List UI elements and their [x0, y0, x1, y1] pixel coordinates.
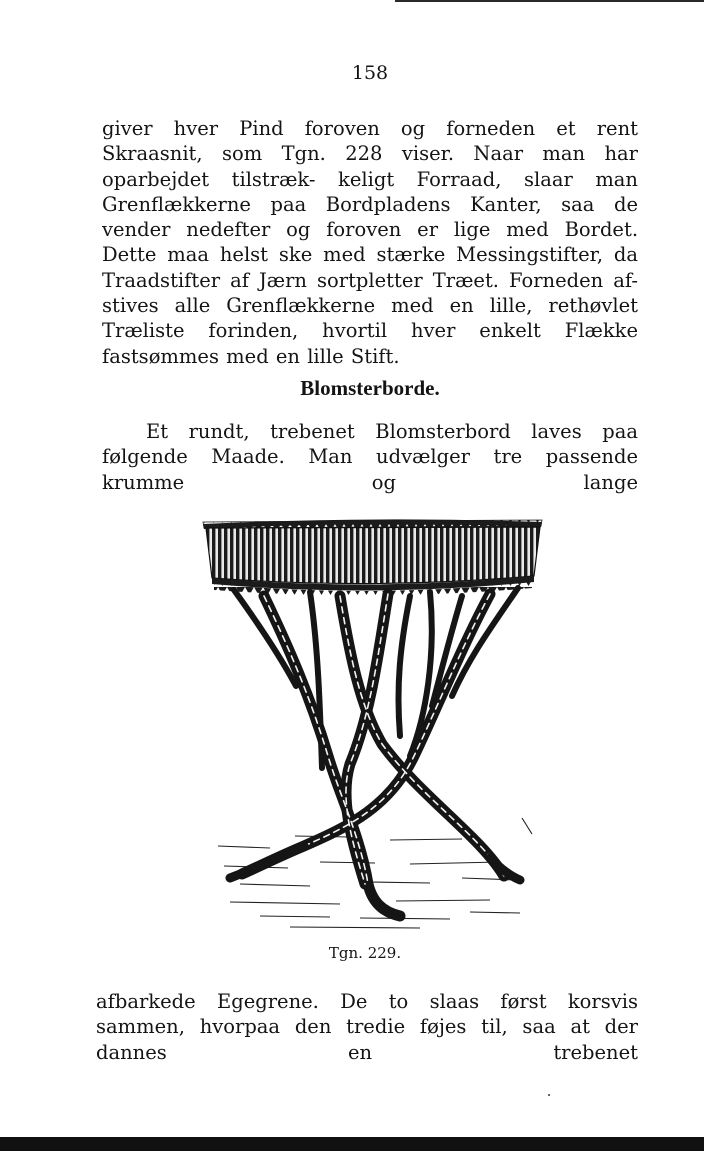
ground-hatching — [218, 818, 532, 928]
paragraph-1-line: Kanter, saa de vender nedefter og foroven er lige med — [102, 192, 638, 242]
paragraph-1-line: forinden, hvortil hver enkelt Flække fastsømmes med en — [102, 319, 638, 368]
table-top — [203, 519, 542, 595]
paragraph-1-line: Bordet. Dette maa helst ske med stærke Messingstifter, — [102, 218, 639, 267]
branch-legs — [230, 588, 520, 916]
paragraph-3-line: hvorpaa den tredie føjes til, saa at der dannes en trebenet — [96, 1015, 639, 1064]
page-number: 158 — [351, 62, 389, 84]
paragraph-3 — [96, 989, 638, 1065]
paragraph-2-line: Et rundt, trebenet Blomsterbord laves paa følgende — [102, 420, 638, 469]
paragraph-2-line: Maade. Man udvælger tre passende krumme og lange — [102, 445, 639, 494]
paragraph-1-line: keligt Forraad, slaar man Grenflækkerne paa Bordpladens — [102, 167, 638, 216]
bottom-scan-border — [0, 1137, 704, 1151]
print-speck — [548, 1094, 550, 1096]
flower-table-illustration — [200, 506, 545, 932]
paragraph-2 — [102, 419, 638, 495]
paragraph-1-line: lille Stift. — [307, 344, 400, 368]
figure-caption: Tgn. 229. — [328, 944, 402, 962]
top-rule — [395, 0, 704, 2]
paragraph-1-line: stives alle Grenflækkerne med en lille, rethøvlet Træliste — [102, 294, 638, 343]
paragraph-1-line: da Traadstifter af Jærn sortpletter Træet. Forneden af- — [102, 243, 638, 292]
paragraph-1-line: giver hver Pind foroven og forneden et rent Skraasnit, — [102, 117, 638, 166]
section-heading: Blomsterborde. — [300, 376, 440, 400]
paragraph-1-line: som Tgn. 228 viser. Naar man har oparbejdet tilstræk- — [102, 142, 638, 191]
paragraph-3-line: afbarkede Egegrene. De to slaas først korsvis sammen, — [96, 990, 638, 1039]
paragraph-1 — [102, 116, 638, 369]
